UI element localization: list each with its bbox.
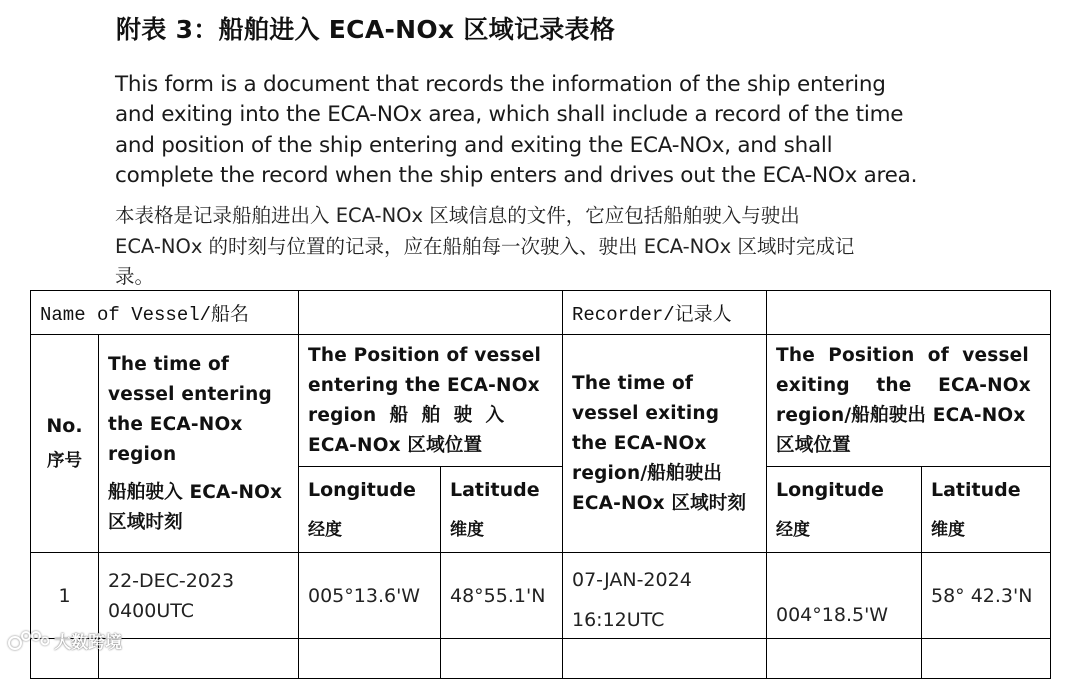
- header-time-entering-zh: 船舶驶入 ECA-NOx: [108, 481, 283, 503]
- row-exit-longitude: 004°18.5'W: [767, 553, 922, 639]
- header-no-zh: 序号: [47, 451, 82, 471]
- header-exit-longitude: [767, 467, 922, 553]
- row-entry-time: [99, 553, 299, 639]
- row-no: 1: [31, 553, 99, 639]
- longitude-en: Longitude: [308, 479, 416, 501]
- header-time-entering-line: region: [108, 443, 177, 465]
- header-time-entering-zh: 区域时刻: [108, 511, 183, 533]
- header-no: [31, 335, 99, 553]
- intro-zh-line: 本表格是记录船舶进出入 ECA-NOx 区域信息的文件，它应包括船舶驶入与驶出: [115, 204, 800, 227]
- latitude-en: Latitude: [931, 479, 1021, 501]
- header-entry-latitude: [441, 467, 563, 553]
- row-entry-utc: 0400UTC: [108, 599, 195, 622]
- latitude-en: Latitude: [450, 479, 540, 501]
- row-entry-latitude: 48°55.1'N: [441, 553, 563, 639]
- table-row-empty: [31, 639, 1051, 679]
- header-entry-longitude: [299, 467, 441, 553]
- row-exit-utc: 16:12UTC: [572, 609, 665, 631]
- intro-en-line: and exiting into the ECA-NOx area, which shall include a record of the time: [115, 102, 904, 128]
- row-entry-date: 22-DEC-2023: [108, 569, 235, 592]
- intro-paragraph-zh: [115, 201, 945, 293]
- row-entry-longitude: 005°13.6'W: [299, 553, 441, 639]
- table-row: [31, 553, 1051, 639]
- header-position-exiting: [767, 335, 1051, 467]
- header-position-entering-line: The Position of vessel: [308, 344, 542, 366]
- empty-cell: [441, 639, 563, 679]
- latitude-zh: 维度: [450, 520, 484, 540]
- header-no-en: No.: [46, 415, 83, 437]
- header-time-exiting: [563, 335, 767, 553]
- header-time-entering-line: The time of: [108, 353, 230, 375]
- header-time-entering-line: vessel entering: [108, 383, 272, 405]
- recorder-field[interactable]: [767, 291, 1051, 335]
- row-exit-date: 07-JAN-2024: [572, 569, 692, 591]
- header-time-exiting-line: region/船舶驶出: [572, 462, 723, 484]
- watermark-text: 大数跨境: [54, 633, 122, 653]
- recorder-label: Recorder/记录人: [563, 291, 767, 335]
- longitude-zh: 经度: [776, 520, 810, 540]
- eca-record-table: [30, 290, 1051, 679]
- longitude-en: Longitude: [776, 479, 884, 501]
- intro-paragraph-en: [115, 70, 945, 191]
- name-of-vessel-label: Name of Vessel/船名: [31, 291, 299, 335]
- intro-en-line: This form is a document that records the information of the ship entering: [115, 72, 886, 97]
- paw-logo-icon: [6, 629, 50, 653]
- header-position-exiting-line: 区域位置: [776, 434, 851, 456]
- intro-zh-line: 录。: [115, 265, 155, 288]
- intro-en-line: and position of the ship entering and exiting the ECA-NOx, and shall: [115, 132, 833, 158]
- empty-cell: [922, 639, 1051, 679]
- empty-cell: [767, 639, 922, 679]
- watermark: [6, 628, 122, 653]
- name-of-vessel-field[interactable]: [299, 291, 563, 335]
- header-time-entering: [99, 335, 299, 553]
- header-exit-latitude: [922, 467, 1051, 553]
- header-time-exiting-line: the ECA-NOx: [572, 432, 707, 454]
- page-title: 附表 3：船舶进入 ECA-NOx 区域记录表格: [116, 15, 616, 44]
- row-exit-time: [563, 553, 767, 639]
- header-position-entering-line: entering the ECA-NOx: [308, 374, 540, 396]
- header-time-exiting-line: The time of: [572, 372, 694, 394]
- row-exit-latitude: 58° 42.3'N: [922, 553, 1051, 639]
- header-position-entering: [299, 335, 563, 467]
- intro-en-line: complete the record when the ship enters and drives out the ECA-NOx area.: [115, 162, 918, 188]
- header-time-exiting-line: vessel exiting: [572, 402, 720, 424]
- latitude-zh: 维度: [931, 520, 965, 540]
- header-position-exiting-line: exiting the ECA-NOx: [776, 374, 1031, 396]
- header-position-exiting-line: region/船舶驶出 ECA-NOx: [776, 404, 1026, 426]
- header-position-entering-line: region 船 舶 驶 入: [308, 404, 505, 426]
- header-time-exiting-line: ECA-NOx 区域时刻: [572, 492, 747, 514]
- header-position-exiting-line: The Position of vessel: [776, 344, 1029, 366]
- longitude-zh: 经度: [308, 520, 342, 540]
- empty-cell: [299, 639, 441, 679]
- header-time-entering-line: the ECA-NOx: [108, 413, 243, 435]
- header-position-entering-line: ECA-NOx 区域位置: [308, 434, 483, 456]
- empty-cell: [563, 639, 767, 679]
- intro-zh-line: ECA-NOx 的时刻与位置的记录，应在船舶每一次驶入、驶出 ECA-NOx 区域时完成记: [115, 234, 855, 258]
- vessel-info-row: [31, 291, 1051, 335]
- empty-cell: [99, 639, 299, 679]
- header-row-top: [31, 335, 1051, 467]
